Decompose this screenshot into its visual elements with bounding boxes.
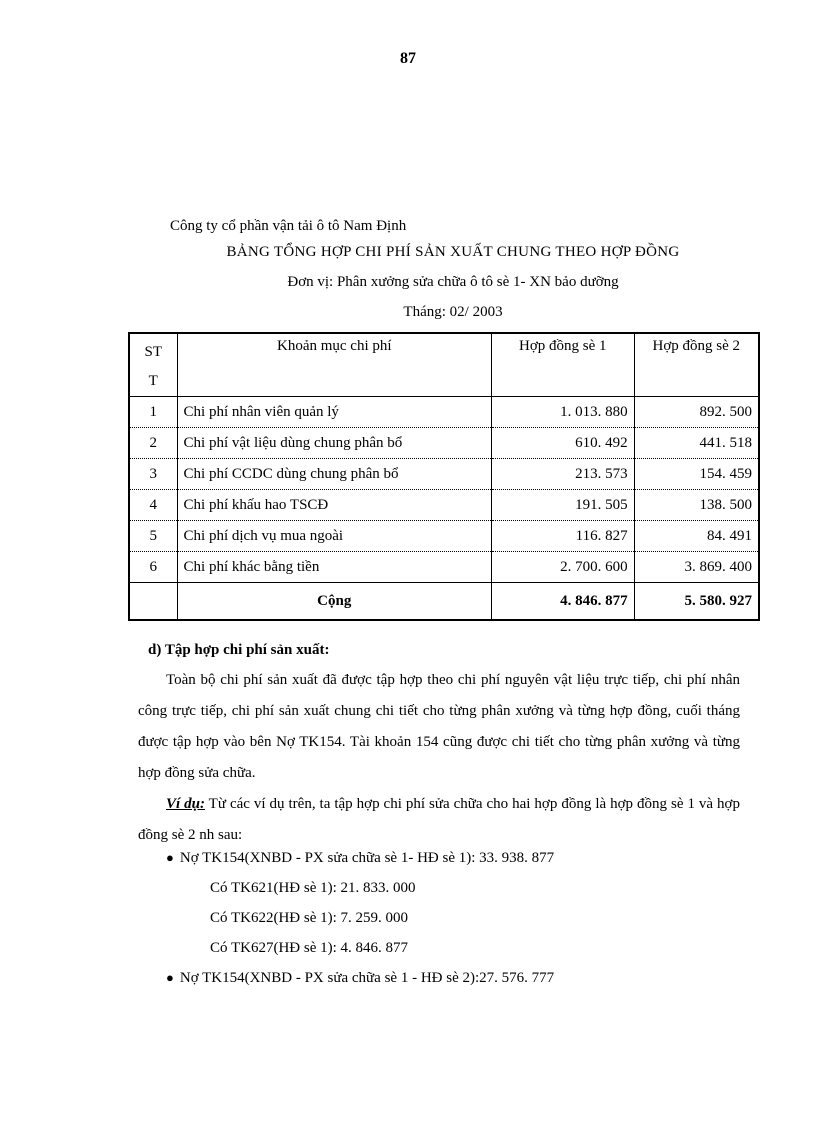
section-heading: d) Tập hợp chi phí sản xuất: [148, 642, 330, 658]
page-number: 87 [400, 50, 416, 67]
header-contract-1: Hợp đồng sè 1 [492, 333, 635, 397]
row-contract-2: 138. 500 [634, 490, 759, 521]
row-stt: 5 [129, 521, 177, 552]
row-item: Chi phí khác bằng tiền [177, 552, 491, 583]
debit-entry-1 [166, 850, 554, 867]
table-header-row [129, 333, 759, 397]
row-item: Chi phí nhân viên quản lý [177, 397, 491, 428]
example-label: Ví dụ: [166, 796, 205, 812]
table-row [129, 428, 759, 459]
row-stt: 3 [129, 459, 177, 490]
table-total-row [129, 583, 759, 621]
table-row [129, 397, 759, 428]
debit-entry-1-text: Nợ TK154(XNBD - PX sửa chữa sè 1- HĐ sè 1): 33. 938. 877 [179, 850, 555, 866]
row-item: Chi phí vật liệu dùng chung phân bổ [177, 428, 491, 459]
row-contract-2: 84. 491 [634, 521, 759, 552]
table-row [129, 459, 759, 490]
paragraph-1: Toàn bộ chi phí sản xuất đã được tập hợp theo chi phí nguyên vật liệu trực tiếp, chi phí nhân công trực tiếp, chi phí sản xuất chung chi tiết cho từng phân xưởng và từng hợp đồng, cuối tháng được tập hợp vào bên Nợ TK154. Tài khoản 154 cũng được chi tiết cho từng phân xưởng và từng hợp đồng sửa chữa. [138, 672, 740, 781]
credit-entry-3: Có TK627(HĐ sè 1): 4. 846. 877 [210, 940, 409, 956]
row-contract-1: 610. 492 [492, 428, 635, 459]
row-contract-2: 3. 869. 400 [634, 552, 759, 583]
row-item: Chi phí khấu hao TSCĐ [177, 490, 491, 521]
paragraph-example [138, 789, 740, 851]
table-row [129, 490, 759, 521]
bullet-icon: ● [166, 970, 174, 985]
row-stt: 6 [129, 552, 177, 583]
total-contract-1: 4. 846. 877 [492, 583, 635, 621]
header-contract-2: Hợp đồng sè 2 [634, 333, 759, 397]
row-item: Chi phí CCDC dùng chung phân bổ [177, 459, 491, 490]
debit-entry-2 [166, 970, 554, 987]
total-stt-empty [129, 583, 177, 621]
credit-entry-2: Có TK622(HĐ sè 1): 7. 259. 000 [210, 910, 409, 926]
bullet-icon: ● [166, 850, 174, 865]
company-name: Công ty cổ phần vận tải ô tô Nam Định [170, 218, 407, 234]
credit-entry-1: Có TK621(HĐ sè 1): 21. 833. 000 [210, 880, 416, 896]
table-row [129, 521, 759, 552]
row-stt: 1 [129, 397, 177, 428]
header-stt-line1: ST [144, 344, 163, 360]
header-stt [129, 333, 177, 397]
row-stt: 2 [129, 428, 177, 459]
row-contract-1: 213. 573 [492, 459, 635, 490]
total-contract-2: 5. 580. 927 [634, 583, 759, 621]
header-item: Khoản mục chi phí [177, 333, 491, 397]
row-contract-1: 116. 827 [492, 521, 635, 552]
row-contract-2: 441. 518 [634, 428, 759, 459]
table-row [129, 552, 759, 583]
report-month: Tháng: 02/ 2003 [403, 304, 503, 320]
row-stt: 4 [129, 490, 177, 521]
row-contract-1: 2. 700. 600 [492, 552, 635, 583]
example-text: Từ các ví dụ trên, ta tập hợp chi phí sửa chữa cho hai hợp đồng là hợp đồng sè 1 và hợp đồng sè 2 nh sau: [138, 796, 740, 843]
row-contract-1: 1. 013. 880 [492, 397, 635, 428]
total-label: Cộng [177, 583, 491, 621]
cost-summary-table [128, 332, 760, 621]
header-stt-line2: T [148, 373, 158, 389]
debit-entry-2-text: Nợ TK154(XNBD - PX sửa chữa sè 1 - HĐ sè 2):27. 576. 777 [179, 970, 555, 986]
row-item: Chi phí dịch vụ mua ngoài [177, 521, 491, 552]
row-contract-2: 154. 459 [634, 459, 759, 490]
row-contract-1: 191. 505 [492, 490, 635, 521]
row-contract-2: 892. 500 [634, 397, 759, 428]
report-unit: Đơn vị: Phân xưởng sửa chữa ô tô sè 1- XN bảo dưỡng [287, 274, 619, 290]
report-title: BẢNG TỔNG HỢP CHI PHÍ SẢN XUẤT CHUNG THEO HỢP ĐỒNG [226, 244, 680, 260]
